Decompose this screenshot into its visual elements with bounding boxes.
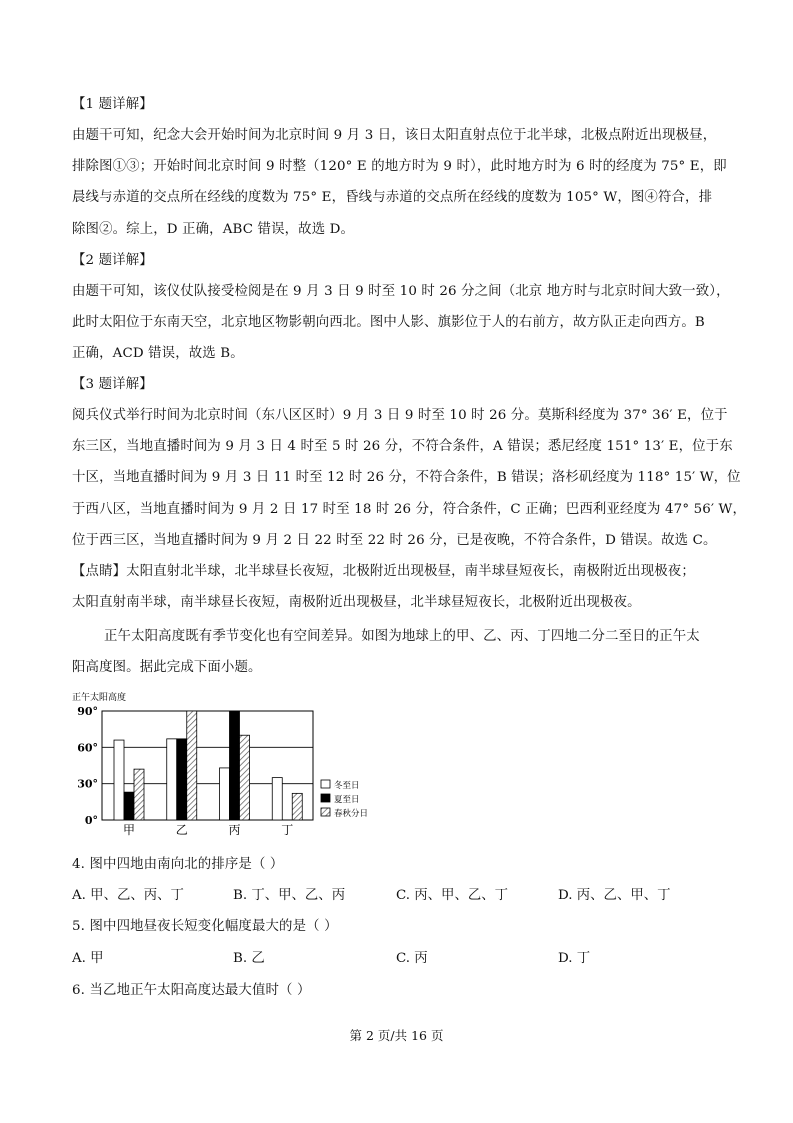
- option-c[interactable]: C. 丙、甲、乙、丁: [396, 888, 509, 903]
- section2-line: 此时太阳位于东南天空，北京地区物影朝向西北。图中人影、旗影位于人的右前方，故方队正走向西方。B: [72, 315, 705, 330]
- legend-swatch: [321, 808, 330, 816]
- chart-title: 正午太阳高度: [72, 693, 127, 703]
- section1-line: 排除图①③；开始时间北京时间 9 时整（120° E 的地方时为 9 时），此时地方时为 6 时的经度为 75° E，即: [72, 159, 727, 174]
- x-tick-label: 甲: [122, 823, 136, 837]
- tip-line: 【点睛】太阳直射北半球，北半球昼长夜短，北极附近出现极昼，南半球昼短夜长，南极附近出现极夜；: [72, 564, 695, 579]
- section3-line: 位于西三区，当地直播时间为 9 月 2 日 22 时至 22 时 26 分，已是夜晚，不符合条件，D 错误。故选 C。: [72, 533, 717, 548]
- section1-line: 由题干可知，纪念大会开始时间为北京时间 9 月 3 日，该日太阳直射点位于北半球，北极点附近出现极昼，: [72, 128, 717, 143]
- section2-line: 正确，ACD 错误，故选 B。: [72, 346, 244, 361]
- section3-line: 十区，当地直播时间为 9 月 3 日 11 时至 12 时 26 分，不符合条件，B 错误；洛杉矶经度为 118° 15′ W，位: [72, 470, 741, 485]
- section3-line: 于西八区，当地直播时间为 9 月 2 日 17 时至 18 时 26 分，符合条件，C 正确；巴西利亚经度为 47° 56′ W，: [72, 502, 746, 517]
- x-tick-label: 丙: [228, 823, 241, 837]
- bar-summer: [230, 711, 240, 820]
- section3-line: 东三区，当地直播时间为 9 月 3 日 4 时至 5 时 26 分，不符合条件，A 错误；悉尼经度 151° 13′ E，位于东: [72, 439, 733, 454]
- section2-heading: 【2 题详解】: [72, 253, 153, 268]
- x-tick-label: 乙: [175, 823, 188, 837]
- section1-heading: 【1 题详解】: [72, 97, 153, 112]
- bar-equinox: [292, 793, 302, 820]
- bar-winter: [114, 740, 124, 820]
- option-b[interactable]: B. 丁、甲、乙、丙: [233, 888, 346, 903]
- bar-equinox: [240, 735, 250, 820]
- bar-equinox: [134, 769, 144, 820]
- section1-line: 除图②。综上，D 正确，ABC 错误，故选 D。: [72, 222, 355, 237]
- section3-line: 阅兵仪式举行时间为北京时间（东八区区时）9 月 3 日 9 时至 10 时 26 分。莫斯科经度为 37° 36′ E，位于: [72, 408, 728, 423]
- option-a[interactable]: A. 甲: [72, 951, 104, 966]
- bar-winter: [167, 739, 177, 820]
- tip-line: 太阳直射南半球，南半球昼长夜短，南极附近出现极昼，北半球昼短夜长，北极附近出现极夜。: [72, 595, 641, 610]
- option-b[interactable]: B. 乙: [233, 951, 265, 966]
- section1-line: 晨线与赤道的交点所在经线的度数为 75° E，昏线与赤道的交点所在经线的度数为 105° W，图④符合，排: [72, 190, 713, 205]
- option-a[interactable]: A. 甲、乙、丙、丁: [72, 888, 184, 903]
- solar-altitude-chart: [60, 685, 390, 840]
- x-tick-label: 丁: [281, 823, 294, 837]
- y-tick-label: 60°: [77, 741, 98, 755]
- intro-line: 阳高度图。据此完成下面小题。: [72, 660, 262, 675]
- y-tick-label: 30°: [77, 777, 98, 791]
- question-stem: 4. 图中四地由南向北的排序是（ ）: [72, 857, 284, 872]
- bar-winter: [272, 778, 282, 820]
- bar-summer: [177, 739, 187, 820]
- intro-line: 正午太阳高度既有季节变化也有空间差异。如图为地球上的甲、乙、丙、丁四地二分二至日的正午太: [104, 629, 700, 644]
- legend-label: 夏至日: [334, 795, 360, 805]
- option-d[interactable]: D. 丁: [558, 951, 591, 966]
- bar-equinox: [187, 711, 197, 820]
- section2-line: 由题干可知，该仪仗队接受检阅是在 9 月 3 日 9 时至 10 时 26 分之间（北京 地方时与北京时间大致一致），: [72, 284, 730, 299]
- option-d[interactable]: D. 丙、乙、甲、丁: [558, 888, 671, 903]
- section3-heading: 【3 题详解】: [72, 377, 153, 392]
- question-stem: 6. 当乙地正午太阳高度达最大值时（ ）: [72, 983, 311, 998]
- option-c[interactable]: C. 丙: [396, 951, 428, 966]
- legend-swatch: [321, 794, 330, 802]
- legend-label: 春秋分日: [334, 809, 369, 819]
- y-tick-label: 90°: [77, 705, 98, 718]
- bar-summer: [124, 792, 134, 820]
- y-tick-label: 0°: [84, 814, 98, 827]
- legend-label: 冬至日: [334, 781, 360, 791]
- question-stem: 5. 图中四地昼夜长短变化幅度最大的是（ ）: [72, 919, 338, 934]
- legend-swatch: [321, 780, 330, 788]
- bar-winter: [220, 768, 230, 820]
- page-footer: 第 2 页/共 16 页: [349, 1028, 444, 1043]
